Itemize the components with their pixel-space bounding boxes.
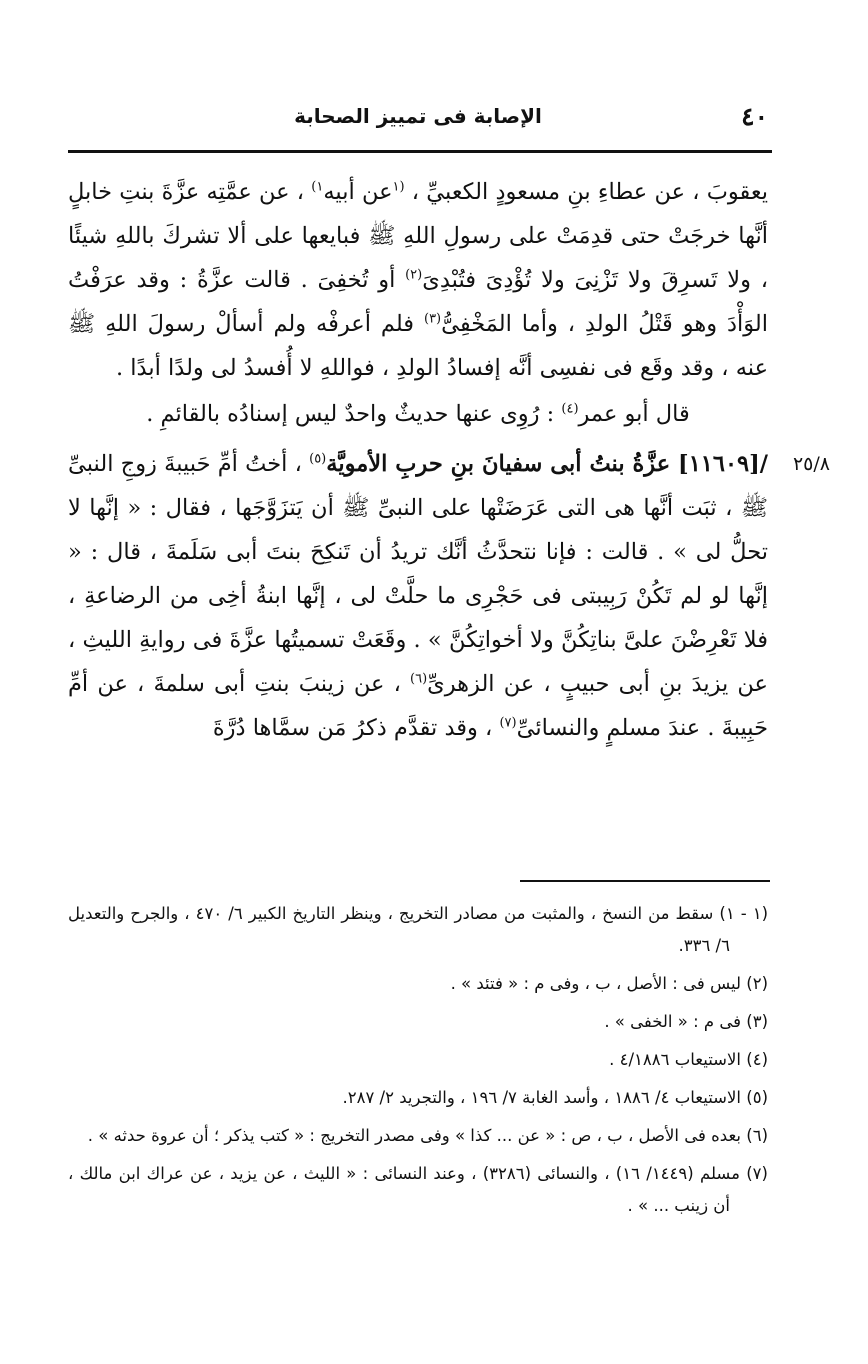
- entry-heading: /[١١٦٠٩] عزَّةُ بنتُ أبى سفيانَ بنِ حربِ الأمويَّة: [326, 451, 768, 477]
- header-divider: [68, 150, 772, 153]
- text-run: ، وقد تقدَّم ذكرُ مَن سمَّاها دُرَّةَ: [212, 715, 500, 741]
- paragraph-2: [68, 392, 768, 436]
- running-title: الإصابة فى تمييز الصحابة: [294, 104, 542, 128]
- footnote-marker: (٦): [410, 671, 428, 687]
- footnote-7: (٧) مسلم (١٤٤٩/ ١٦) ، والنسائى (٣٢٨٦) ، وعند النسائى : « الليث ، عن يزيد ، عن عراك ابن مالك ، أن زينب ... » .: [68, 1164, 768, 1215]
- footnote-1: (١ - ١) سقط من النسخ ، والمثبت من مصادر التخريج ، وينظر التاريخ الكبير ٦/ ٤٧٠ ، والجرح والتعديل ٦/ ٣٣٦.: [68, 904, 768, 955]
- text-run: ، عن زينبَ بنتِ أبى سلمةَ ، عن أمِّ حَبِيبةَ . عندَ مسلمٍ والنسائىِّ: [68, 671, 768, 741]
- footnote-5: (٥) الاستيعاب ٤/ ١٨٨٦ ، وأسد الغابة ٧/ ١٩٦ ، والتجريد ٢/ ٢٨٧.: [342, 1088, 768, 1107]
- footnote-marker: (٥): [309, 451, 327, 467]
- text-run: : رُوِى عنها حديثٌ واحدٌ ليس إسنادُه بالقائمِ .: [146, 401, 562, 427]
- footnote-marker: (٧): [499, 715, 517, 731]
- page-number: ٤٠: [741, 102, 768, 131]
- entry-11609: [68, 442, 830, 750]
- footnote-marker: (٤): [561, 401, 579, 417]
- footnote-marker: ١): [311, 179, 324, 195]
- footnote-marker: (٣): [423, 311, 442, 327]
- text-run: عن أبيه: [323, 179, 393, 205]
- footnote-marker: (١: [392, 179, 405, 195]
- footnote-6: (٦) بعده فى الأصل ، ب ، ص : « عن ... كذا » وفى مصدر التخريج : « كتب يذكر ؛ أن عروة حدثه » .: [87, 1126, 768, 1145]
- paragraph-1: [68, 170, 768, 390]
- page-header: [68, 100, 768, 140]
- text-run: فلم أعرفْه ولم أسألْ رسولَ اللهِ ﷺ عنه ، وقد وقَع فى نفسِى أنَّه إفسادُ الولدِ ، فواللهِ لا أُفسدُ لى ولدًا أبدًا .: [68, 311, 768, 381]
- text-run: قال أبو عمر: [578, 401, 690, 427]
- text-run: يعقوبَ ، عن عطاءِ بنِ مسعودٍ الكعبيِّ ،: [404, 179, 769, 205]
- text-run: ، أختُ أمِّ حَبيبةَ زوجِ النبىِّ ﷺ ، ثبَت أنَّها هى التى عَرَضَتْها على النبىِّ ﷺ أن يَتزَوَّجَها ، فقال : « إنَّها لا تحلُّ لى » . قالت : فإنا نتحدَّثُ أنَّك تريدُ أن تَنكِحَ بنتَ أبى سَلَمةَ ، قال : « إنَّها لو لم تَكُنْ رَبِيبتى فى حَجْرِى ما حلَّتْ لى ، إنَّها ابنةُ أخِى من الرضاعةِ ، فلا تَعْرِضْنَ علىَّ بناتِكُنَّ ولا أخواتِكُنَّ » . وقَعَتْ تسميتُها عزَّةَ فى روايةِ الليثِ ، عن يزيدَ بنِ أبى حبيبٍ ، عن الزهرىِّ: [68, 451, 768, 697]
- footnote-3: (٣) فى م : « الخفى » .: [604, 1012, 768, 1031]
- footnote-2: (٢) ليس فى : الأصل ، ب ، وفى م : « فتئد » .: [450, 974, 768, 993]
- footnote-divider: [520, 880, 770, 882]
- margin-reference: ٢٥/٨: [792, 453, 830, 475]
- footnote-4: (٤) الاستيعاب ٤/١٨٨٦ .: [609, 1050, 768, 1069]
- main-text: [68, 170, 830, 750]
- text-run: أو تُخفِىَ . قالت عزَّةُ : وقد عرَفْتُ الوَأْدَ وهو قَتْلُ الولدِ ، وأما المَخْفِىُّ: [68, 267, 768, 337]
- footnote-marker: (٢): [405, 267, 423, 283]
- footnotes: [68, 898, 768, 1228]
- text-run: ، عن عمَّتِه عزَّةَ بنتِ خابلٍ أنَّها خرجَتْ حتى قدِمَتْ على رسولِ اللهِ ﷺ فبايعها على ألا تشركَ باللهِ شيئًا ، ولا تَسرِقَ ولا تَزْنِىَ ولا تُؤْدِىَ فتُبْدِىَ: [68, 179, 769, 293]
